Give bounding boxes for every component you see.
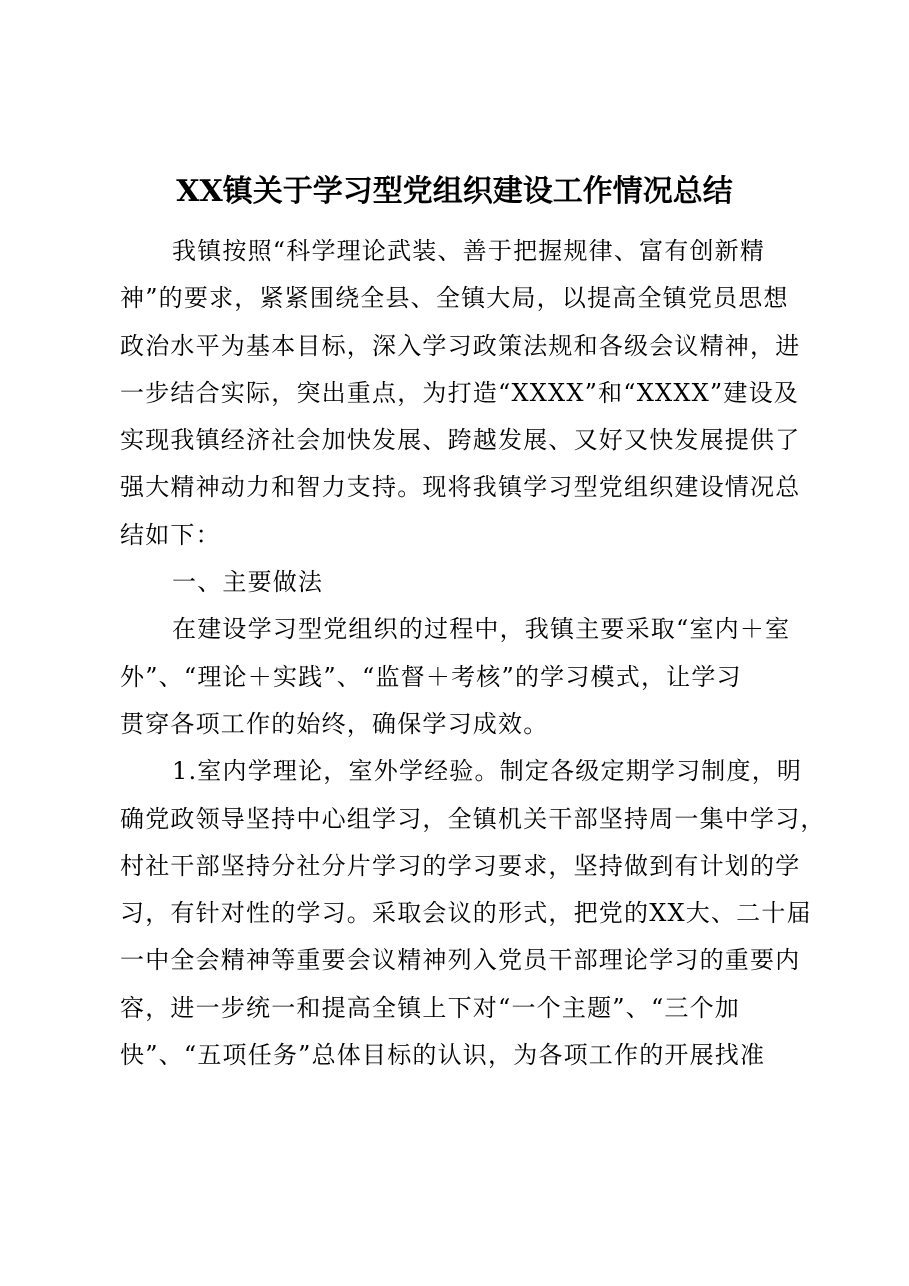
text-line: 习，有针对性的学习。采取会议的形式，把党的XX大、二十届 <box>120 899 812 928</box>
document-body <box>120 228 826 1079</box>
text-line: 一、主要做法 <box>172 568 324 597</box>
text-line: 实现我镇经济社会加快发展、跨越发展、又好又快发展提供了 <box>120 426 801 455</box>
text-line: 强大精神动力和智力支持。现将我镇学习型党组织建设情况总 <box>120 473 801 502</box>
text-line: 神”的要求，紧紧围绕全县、全镇大局，以提高全镇党员思想 <box>120 284 789 313</box>
text-line: 村社干部坚持分社分片学习的学习要求，坚持做到有计划的学 <box>120 851 801 880</box>
text-line: 一步结合实际，突出重点，为打造“XXXX”和“XXXX”建设及 <box>120 378 799 407</box>
document-title: XX镇关于学习型党组织建设工作情况总结 <box>176 174 733 209</box>
text-line: 贯穿各项工作的始终，确保学习成效。 <box>120 709 549 738</box>
text-line: 一中全会精神等重要会议精神列入党员干部理论学习的重要内 <box>120 946 801 975</box>
text-line: 外”、“理论＋实践”、“监督＋考核”的学习模式，让学习 <box>120 662 742 691</box>
text-line: 1.室内学理论，室外学经验。制定各级定期学习制度，明 <box>172 757 803 786</box>
text-line: 确党政领导坚持中心组学习，全镇机关干部坚持周一集中学习， <box>120 804 826 833</box>
text-line: 政治水平为基本目标，深入学习政策法规和各级会议精神，进 <box>120 331 801 360</box>
text-line: 容，进一步统一和提高全镇上下对“一个主题”、“三个加 <box>120 993 741 1022</box>
text-line: 在建设学习型党组织的过程中，我镇主要采取“室内＋室 <box>172 615 791 644</box>
text-line: 结如下： <box>120 520 221 549</box>
text-line: 我镇按照“科学理论武装、善于把握规律、富有创新精 <box>172 237 766 265</box>
text-line: 快”、“五项任务”总体目标的认识，为各项工作的开展找准 <box>120 1041 766 1070</box>
